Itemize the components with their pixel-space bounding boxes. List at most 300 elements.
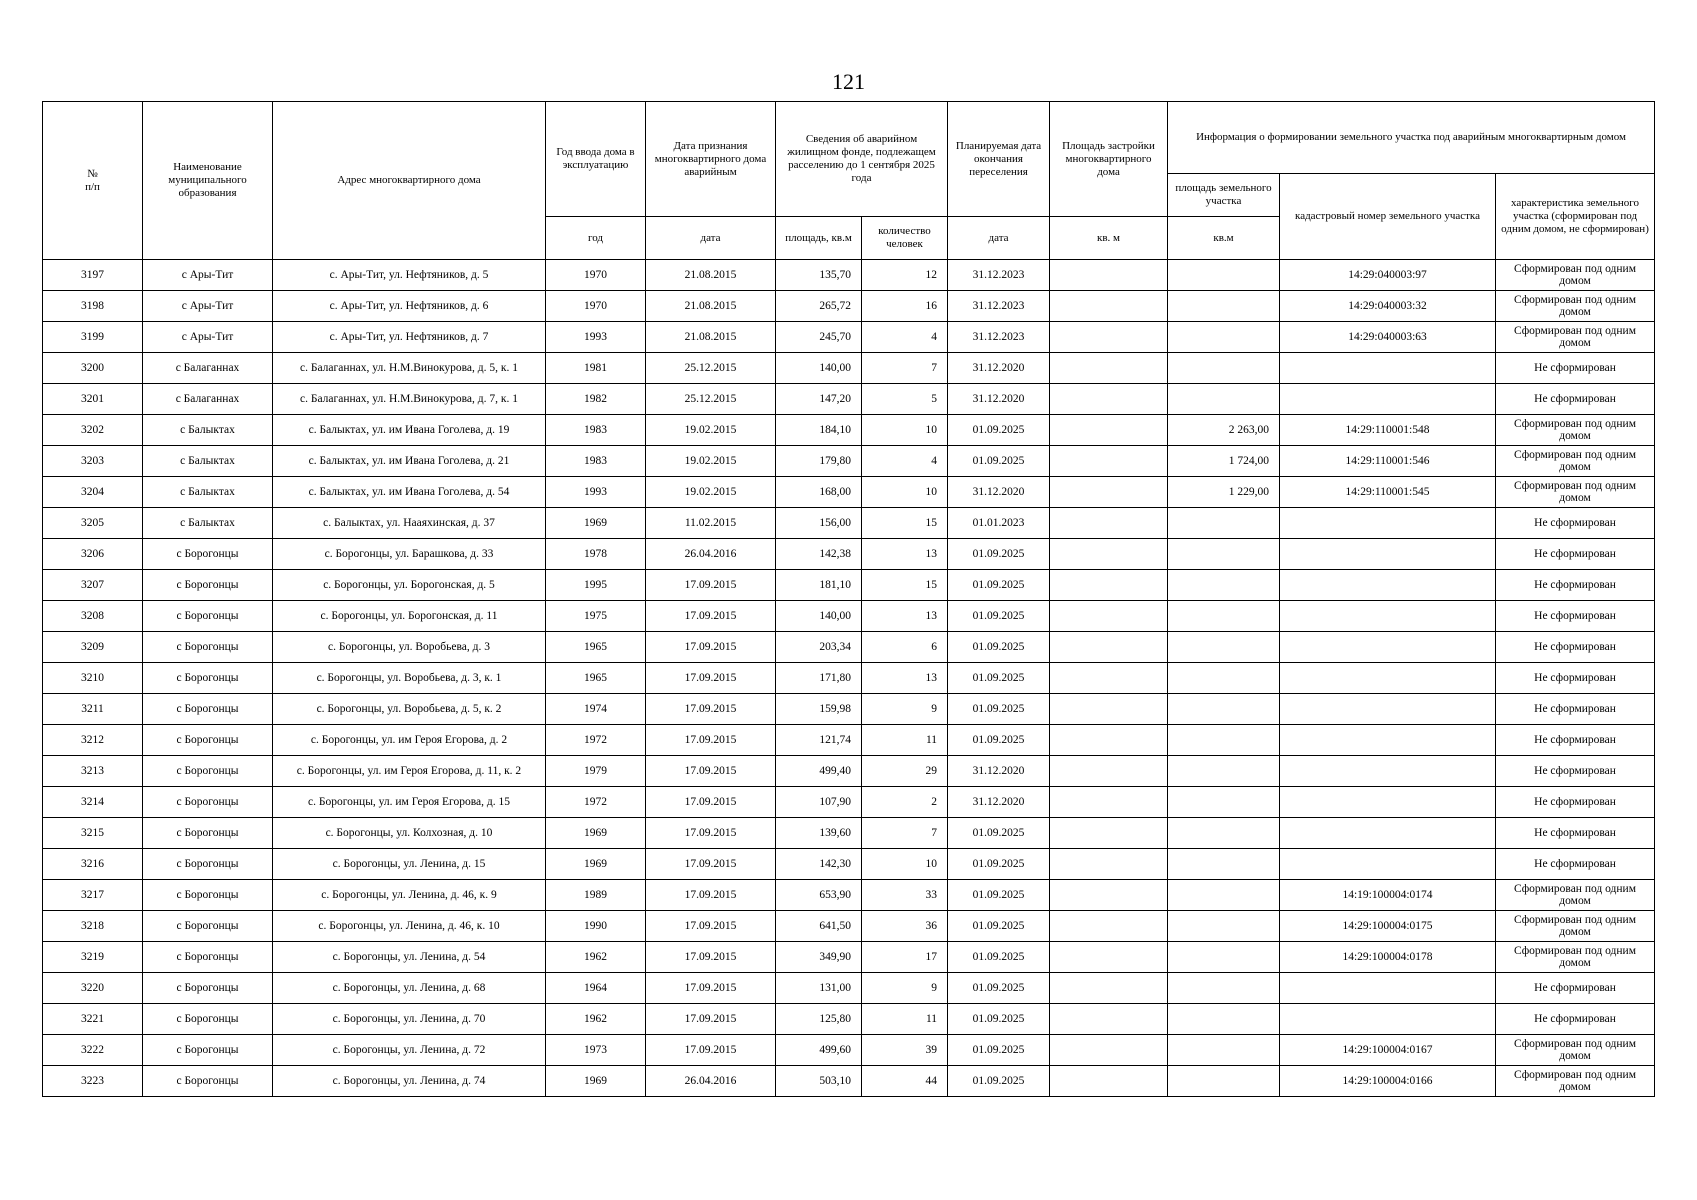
- cell-year: 1962: [546, 942, 646, 973]
- cell-address: с. Борогонцы, ул. Колхозная, д. 10: [273, 818, 546, 849]
- cell-land-area: [1168, 1066, 1280, 1097]
- cell-num: 3210: [43, 663, 143, 694]
- table-row: [43, 508, 1655, 539]
- header-land-area: площадь земельного участка: [1168, 174, 1280, 217]
- cell-building-area: [1050, 477, 1168, 508]
- cell-planned-date: 01.09.2025: [948, 973, 1050, 1004]
- cell-people: 13: [862, 601, 948, 632]
- cell-municipality: с Борогонцы: [143, 849, 273, 880]
- cell-planned-date: 01.09.2025: [948, 663, 1050, 694]
- cell-municipality: с Борогонцы: [143, 570, 273, 601]
- cell-land-status: Сформирован под одним домом: [1496, 477, 1655, 508]
- cell-land-status: Сформирован под одним домом: [1496, 446, 1655, 477]
- cell-date: 21.08.2015: [646, 322, 776, 353]
- cell-cadastral: [1280, 725, 1496, 756]
- cell-building-area: [1050, 973, 1168, 1004]
- cell-planned-date: 31.12.2020: [948, 384, 1050, 415]
- cell-year: 1993: [546, 477, 646, 508]
- cell-building-area: [1050, 570, 1168, 601]
- cell-land-status: Сформирован под одним домом: [1496, 880, 1655, 911]
- cell-building-area: [1050, 694, 1168, 725]
- cell-land-status: Не сформирован: [1496, 601, 1655, 632]
- cell-num: 3211: [43, 694, 143, 725]
- cell-planned-date: 01.09.2025: [948, 539, 1050, 570]
- cell-planned-date: 31.12.2020: [948, 756, 1050, 787]
- cell-date: 17.09.2015: [646, 818, 776, 849]
- cell-cadastral: [1280, 1004, 1496, 1035]
- cell-land-area: [1168, 539, 1280, 570]
- cell-land-area: 1 724,00: [1168, 446, 1280, 477]
- cell-area: 121,74: [776, 725, 862, 756]
- cell-land-area: [1168, 787, 1280, 818]
- cell-people: 5: [862, 384, 948, 415]
- cell-land-area: [1168, 756, 1280, 787]
- table-row: [43, 353, 1655, 384]
- cell-area: 245,70: [776, 322, 862, 353]
- cell-year: 1979: [546, 756, 646, 787]
- cell-date: 17.09.2015: [646, 911, 776, 942]
- cell-year: 1972: [546, 787, 646, 818]
- cell-area: 135,70: [776, 260, 862, 291]
- cell-building-area: [1050, 849, 1168, 880]
- cell-date: 25.12.2015: [646, 353, 776, 384]
- cell-people: 36: [862, 911, 948, 942]
- cell-planned-date: 31.12.2020: [948, 353, 1050, 384]
- cell-num: 3214: [43, 787, 143, 818]
- cell-area: 168,00: [776, 477, 862, 508]
- cell-year: 1969: [546, 849, 646, 880]
- cell-address: с. Борогонцы, ул. Ленина, д. 68: [273, 973, 546, 1004]
- cell-year: 1990: [546, 911, 646, 942]
- table-row: [43, 570, 1655, 601]
- cell-year: 1964: [546, 973, 646, 1004]
- cell-date: 17.09.2015: [646, 1035, 776, 1066]
- cell-num: 3213: [43, 756, 143, 787]
- cell-municipality: с Борогонцы: [143, 632, 273, 663]
- cell-address: с. Борогонцы, ул. Борогонская, д. 11: [273, 601, 546, 632]
- cell-address: с. Борогонцы, ул. им Героя Егорова, д. 11, к. 2: [273, 756, 546, 787]
- cell-land-area: 1 229,00: [1168, 477, 1280, 508]
- cell-building-area: [1050, 787, 1168, 818]
- cell-people: 15: [862, 508, 948, 539]
- header-unit-sqm: кв. м: [1050, 217, 1168, 260]
- cell-land-area: [1168, 384, 1280, 415]
- table-row: [43, 694, 1655, 725]
- cell-num: 3202: [43, 415, 143, 446]
- cell-date: 17.09.2015: [646, 973, 776, 1004]
- table-body: [43, 260, 1655, 1097]
- cell-building-area: [1050, 880, 1168, 911]
- cell-year: 1983: [546, 446, 646, 477]
- cell-area: 181,10: [776, 570, 862, 601]
- cell-address: с. Борогонцы, ул. Ленина, д. 70: [273, 1004, 546, 1035]
- cell-address: с. Борогонцы, ул. Ленина, д. 74: [273, 1066, 546, 1097]
- cell-land-status: Не сформирован: [1496, 973, 1655, 1004]
- cell-municipality: с Борогонцы: [143, 787, 273, 818]
- cell-people: 13: [862, 663, 948, 694]
- cell-land-area: [1168, 322, 1280, 353]
- cell-people: 16: [862, 291, 948, 322]
- cell-date: 21.08.2015: [646, 260, 776, 291]
- header-date-unsafe: Дата признания многоквартирного дома аварийным: [646, 102, 776, 217]
- cell-land-status: Не сформирован: [1496, 725, 1655, 756]
- cell-num: 3209: [43, 632, 143, 663]
- cell-municipality: с Борогонцы: [143, 725, 273, 756]
- cell-area: 142,38: [776, 539, 862, 570]
- cell-date: 17.09.2015: [646, 880, 776, 911]
- cell-building-area: [1050, 663, 1168, 694]
- cell-num: 3197: [43, 260, 143, 291]
- table-row: [43, 663, 1655, 694]
- cell-land-area: [1168, 601, 1280, 632]
- cell-date: 17.09.2015: [646, 663, 776, 694]
- cell-cadastral: 14:29:100004:0175: [1280, 911, 1496, 942]
- header-year-built: Год ввода дома в эксплуатацию: [546, 102, 646, 217]
- header-planned-date: Планируемая дата окончания переселения: [948, 102, 1050, 217]
- cell-num: 3219: [43, 942, 143, 973]
- cell-municipality: с Ары-Тит: [143, 291, 273, 322]
- table-row: [43, 291, 1655, 322]
- cell-address: с. Ары-Тит, ул. Нефтяников, д. 6: [273, 291, 546, 322]
- cell-cadastral: 14:29:040003:97: [1280, 260, 1496, 291]
- cell-land-status: Сформирован под одним домом: [1496, 1066, 1655, 1097]
- cell-municipality: с Борогонцы: [143, 973, 273, 1004]
- cell-address: с. Борогонцы, ул. Ленина, д. 15: [273, 849, 546, 880]
- table-row: [43, 880, 1655, 911]
- cell-planned-date: 01.09.2025: [948, 415, 1050, 446]
- cell-municipality: с Балыктах: [143, 477, 273, 508]
- cell-year: 1978: [546, 539, 646, 570]
- cell-cadastral: [1280, 539, 1496, 570]
- cell-planned-date: 01.09.2025: [948, 632, 1050, 663]
- cell-cadastral: [1280, 353, 1496, 384]
- cell-municipality: с Балыктах: [143, 446, 273, 477]
- cell-building-area: [1050, 353, 1168, 384]
- cell-num: 3218: [43, 911, 143, 942]
- cell-area: 156,00: [776, 508, 862, 539]
- cell-people: 44: [862, 1066, 948, 1097]
- cell-municipality: с Балыктах: [143, 415, 273, 446]
- cell-people: 4: [862, 322, 948, 353]
- cell-building-area: [1050, 632, 1168, 663]
- cell-building-area: [1050, 1004, 1168, 1035]
- cell-year: 1962: [546, 1004, 646, 1035]
- cell-area: 171,80: [776, 663, 862, 694]
- cell-cadastral: [1280, 787, 1496, 818]
- header-unit-area: площадь, кв.м: [776, 217, 862, 260]
- cell-planned-date: 01.09.2025: [948, 1035, 1050, 1066]
- cell-year: 1989: [546, 880, 646, 911]
- table-row: [43, 911, 1655, 942]
- cell-year: 1974: [546, 694, 646, 725]
- table-row: [43, 260, 1655, 291]
- cell-num: 3223: [43, 1066, 143, 1097]
- cell-people: 7: [862, 353, 948, 384]
- cell-area: 147,20: [776, 384, 862, 415]
- cell-land-status: Сформирован под одним домом: [1496, 260, 1655, 291]
- cell-num: 3199: [43, 322, 143, 353]
- cell-planned-date: 31.12.2023: [948, 260, 1050, 291]
- cell-area: 184,10: [776, 415, 862, 446]
- cell-address: с. Балыктах, ул. им Ивана Гоголева, д. 54: [273, 477, 546, 508]
- cell-land-status: Сформирован под одним домом: [1496, 291, 1655, 322]
- cell-date: 17.09.2015: [646, 849, 776, 880]
- cell-date: 19.02.2015: [646, 446, 776, 477]
- cell-planned-date: 01.01.2023: [948, 508, 1050, 539]
- cell-address: с. Борогонцы, ул. Барашкова, д. 33: [273, 539, 546, 570]
- cell-land-area: [1168, 1035, 1280, 1066]
- cell-num: 3222: [43, 1035, 143, 1066]
- cell-building-area: [1050, 725, 1168, 756]
- cell-land-area: [1168, 818, 1280, 849]
- cell-planned-date: 01.09.2025: [948, 911, 1050, 942]
- cell-planned-date: 31.12.2020: [948, 477, 1050, 508]
- cell-year: 1975: [546, 601, 646, 632]
- table-row: [43, 973, 1655, 1004]
- cell-cadastral: 14:29:110001:548: [1280, 415, 1496, 446]
- cell-cadastral: 14:29:110001:545: [1280, 477, 1496, 508]
- cell-year: 1981: [546, 353, 646, 384]
- cell-year: 1973: [546, 1035, 646, 1066]
- cell-land-area: [1168, 880, 1280, 911]
- cell-cadastral: [1280, 570, 1496, 601]
- cell-people: 11: [862, 725, 948, 756]
- cell-planned-date: 01.09.2025: [948, 849, 1050, 880]
- cell-year: 1969: [546, 818, 646, 849]
- cell-land-area: [1168, 260, 1280, 291]
- cell-address: с. Балаганнах, ул. Н.М.Винокурова, д. 5, к. 1: [273, 353, 546, 384]
- cell-num: 3212: [43, 725, 143, 756]
- cell-planned-date: 01.09.2025: [948, 694, 1050, 725]
- cell-people: 6: [862, 632, 948, 663]
- cell-area: 179,80: [776, 446, 862, 477]
- cell-land-area: [1168, 942, 1280, 973]
- cell-building-area: [1050, 756, 1168, 787]
- header-unit-date2: дата: [948, 217, 1050, 260]
- cell-cadastral: [1280, 849, 1496, 880]
- cell-address: с. Балыктах, ул. Нааяхинская, д. 37: [273, 508, 546, 539]
- cell-cadastral: [1280, 601, 1496, 632]
- cell-num: 3203: [43, 446, 143, 477]
- cell-people: 10: [862, 849, 948, 880]
- header-address: Адрес многоквартирного дома: [273, 102, 546, 260]
- cell-address: с. Борогонцы, ул. Ленина, д. 46, к. 9: [273, 880, 546, 911]
- cell-people: 29: [862, 756, 948, 787]
- cell-municipality: с Борогонцы: [143, 1035, 273, 1066]
- cell-address: с. Борогонцы, ул. Воробьева, д. 3, к. 1: [273, 663, 546, 694]
- cell-building-area: [1050, 818, 1168, 849]
- cell-date: 26.04.2016: [646, 1066, 776, 1097]
- table-row: [43, 539, 1655, 570]
- cell-building-area: [1050, 384, 1168, 415]
- cell-address: с. Борогонцы, ул. Борогонская, д. 5: [273, 570, 546, 601]
- header-num: № п/п: [43, 102, 143, 260]
- cell-date: 17.09.2015: [646, 756, 776, 787]
- cell-land-area: 2 263,00: [1168, 415, 1280, 446]
- cell-municipality: с Борогонцы: [143, 694, 273, 725]
- cell-people: 13: [862, 539, 948, 570]
- cell-people: 4: [862, 446, 948, 477]
- cell-cadastral: [1280, 508, 1496, 539]
- cell-area: 139,60: [776, 818, 862, 849]
- table-row: [43, 1004, 1655, 1035]
- cell-municipality: с Борогонцы: [143, 880, 273, 911]
- cell-land-status: Не сформирован: [1496, 756, 1655, 787]
- cell-municipality: с Борогонцы: [143, 539, 273, 570]
- table-row: [43, 415, 1655, 446]
- cell-land-area: [1168, 725, 1280, 756]
- cell-building-area: [1050, 942, 1168, 973]
- header-cadastral: кадастровый номер земельного участка: [1280, 174, 1496, 260]
- table-row: [43, 632, 1655, 663]
- header-land-status: характеристика земельного участка (сформирован под одним домом, не сформирован): [1496, 174, 1655, 260]
- cell-planned-date: 31.12.2020: [948, 787, 1050, 818]
- cell-cadastral: [1280, 694, 1496, 725]
- cell-municipality: с Ары-Тит: [143, 322, 273, 353]
- cell-land-area: [1168, 694, 1280, 725]
- table-row: [43, 384, 1655, 415]
- cell-planned-date: 01.09.2025: [948, 1004, 1050, 1035]
- cell-year: 1965: [546, 663, 646, 694]
- cell-municipality: с Ары-Тит: [143, 260, 273, 291]
- cell-date: 17.09.2015: [646, 570, 776, 601]
- cell-land-area: [1168, 663, 1280, 694]
- cell-address: с. Борогонцы, ул. Воробьева, д. 3: [273, 632, 546, 663]
- cell-land-area: [1168, 353, 1280, 384]
- cell-land-status: Не сформирован: [1496, 570, 1655, 601]
- cell-num: 3216: [43, 849, 143, 880]
- cell-area: 131,00: [776, 973, 862, 1004]
- cell-address: с. Борогонцы, ул. Ленина, д. 54: [273, 942, 546, 973]
- cell-building-area: [1050, 601, 1168, 632]
- cell-cadastral: 14:29:100004:0178: [1280, 942, 1496, 973]
- cell-cadastral: 14:29:040003:63: [1280, 322, 1496, 353]
- header-building-area: Площадь застройки многоквартирного дома: [1050, 102, 1168, 217]
- cell-cadastral: [1280, 384, 1496, 415]
- cell-planned-date: 01.09.2025: [948, 942, 1050, 973]
- cell-address: с. Балыктах, ул. им Ивана Гоголева, д. 19: [273, 415, 546, 446]
- cell-land-area: [1168, 911, 1280, 942]
- cell-land-area: [1168, 849, 1280, 880]
- cell-land-status: Не сформирован: [1496, 818, 1655, 849]
- header-unit-year: год: [546, 217, 646, 260]
- cell-land-status: Не сформирован: [1496, 1004, 1655, 1035]
- table-row: [43, 1066, 1655, 1097]
- cell-date: 26.04.2016: [646, 539, 776, 570]
- cell-land-status: Не сформирован: [1496, 508, 1655, 539]
- cell-address: с. Балыктах, ул. им Ивана Гоголева, д. 21: [273, 446, 546, 477]
- table-row: [43, 756, 1655, 787]
- cell-building-area: [1050, 415, 1168, 446]
- table-row: [43, 942, 1655, 973]
- cell-cadastral: [1280, 663, 1496, 694]
- cell-land-status: Сформирован под одним домом: [1496, 1035, 1655, 1066]
- cell-municipality: с Борогонцы: [143, 756, 273, 787]
- cell-municipality: с Борогонцы: [143, 601, 273, 632]
- table-row: [43, 1035, 1655, 1066]
- page-number: 121: [832, 69, 865, 94]
- cell-num: 3205: [43, 508, 143, 539]
- cell-people: 2: [862, 787, 948, 818]
- cell-year: 1993: [546, 322, 646, 353]
- emergency-housing-table: [42, 101, 1655, 1097]
- cell-planned-date: 31.12.2023: [948, 322, 1050, 353]
- cell-building-area: [1050, 291, 1168, 322]
- cell-people: 15: [862, 570, 948, 601]
- cell-date: 25.12.2015: [646, 384, 776, 415]
- cell-land-status: Не сформирован: [1496, 694, 1655, 725]
- cell-area: 499,60: [776, 1035, 862, 1066]
- cell-date: 19.02.2015: [646, 477, 776, 508]
- table-row: [43, 477, 1655, 508]
- cell-land-status: Не сформирован: [1496, 353, 1655, 384]
- cell-land-area: [1168, 632, 1280, 663]
- cell-date: 17.09.2015: [646, 601, 776, 632]
- cell-planned-date: 01.09.2025: [948, 880, 1050, 911]
- cell-cadastral: 14:29:040003:32: [1280, 291, 1496, 322]
- cell-cadastral: 14:29:100004:0166: [1280, 1066, 1496, 1097]
- cell-municipality: с Балаганнах: [143, 353, 273, 384]
- header-unit-people: количество человек: [862, 217, 948, 260]
- cell-land-area: [1168, 291, 1280, 322]
- table-row: [43, 446, 1655, 477]
- cell-planned-date: 01.09.2025: [948, 818, 1050, 849]
- cell-planned-date: 01.09.2025: [948, 570, 1050, 601]
- cell-address: с. Ары-Тит, ул. Нефтяников, д. 7: [273, 322, 546, 353]
- cell-num: 3208: [43, 601, 143, 632]
- header-land-info: Информация о формировании земельного участка под аварийным многоквартирным домом: [1168, 102, 1655, 174]
- cell-num: 3206: [43, 539, 143, 570]
- cell-people: 9: [862, 973, 948, 1004]
- cell-land-area: [1168, 570, 1280, 601]
- cell-people: 10: [862, 415, 948, 446]
- cell-land-status: Сформирован под одним домом: [1496, 322, 1655, 353]
- cell-date: 17.09.2015: [646, 632, 776, 663]
- cell-area: 125,80: [776, 1004, 862, 1035]
- cell-date: 17.09.2015: [646, 725, 776, 756]
- cell-municipality: с Борогонцы: [143, 818, 273, 849]
- cell-year: 1970: [546, 291, 646, 322]
- cell-people: 10: [862, 477, 948, 508]
- cell-address: с. Борогонцы, ул. им Героя Егорова, д. 2: [273, 725, 546, 756]
- cell-date: 17.09.2015: [646, 787, 776, 818]
- table-row: [43, 818, 1655, 849]
- cell-year: 1965: [546, 632, 646, 663]
- table-row: [43, 787, 1655, 818]
- header-unit-sqm2: кв.м: [1168, 217, 1280, 260]
- cell-area: 265,72: [776, 291, 862, 322]
- table-row: [43, 725, 1655, 756]
- cell-municipality: с Борогонцы: [143, 1004, 273, 1035]
- cell-year: 1982: [546, 384, 646, 415]
- cell-land-status: Сформирован под одним домом: [1496, 415, 1655, 446]
- cell-num: 3217: [43, 880, 143, 911]
- cell-num: 3220: [43, 973, 143, 1004]
- cell-building-area: [1050, 1066, 1168, 1097]
- cell-address: с. Балаганнах, ул. Н.М.Винокурова, д. 7, к. 1: [273, 384, 546, 415]
- cell-land-status: Не сформирован: [1496, 663, 1655, 694]
- cell-land-status: Не сформирован: [1496, 539, 1655, 570]
- cell-people: 17: [862, 942, 948, 973]
- cell-land-status: Не сформирован: [1496, 384, 1655, 415]
- cell-municipality: с Борогонцы: [143, 663, 273, 694]
- cell-area: 503,10: [776, 1066, 862, 1097]
- cell-building-area: [1050, 911, 1168, 942]
- cell-cadastral: [1280, 632, 1496, 663]
- table-row: [43, 849, 1655, 880]
- cell-land-area: [1168, 973, 1280, 1004]
- cell-planned-date: 01.09.2025: [948, 725, 1050, 756]
